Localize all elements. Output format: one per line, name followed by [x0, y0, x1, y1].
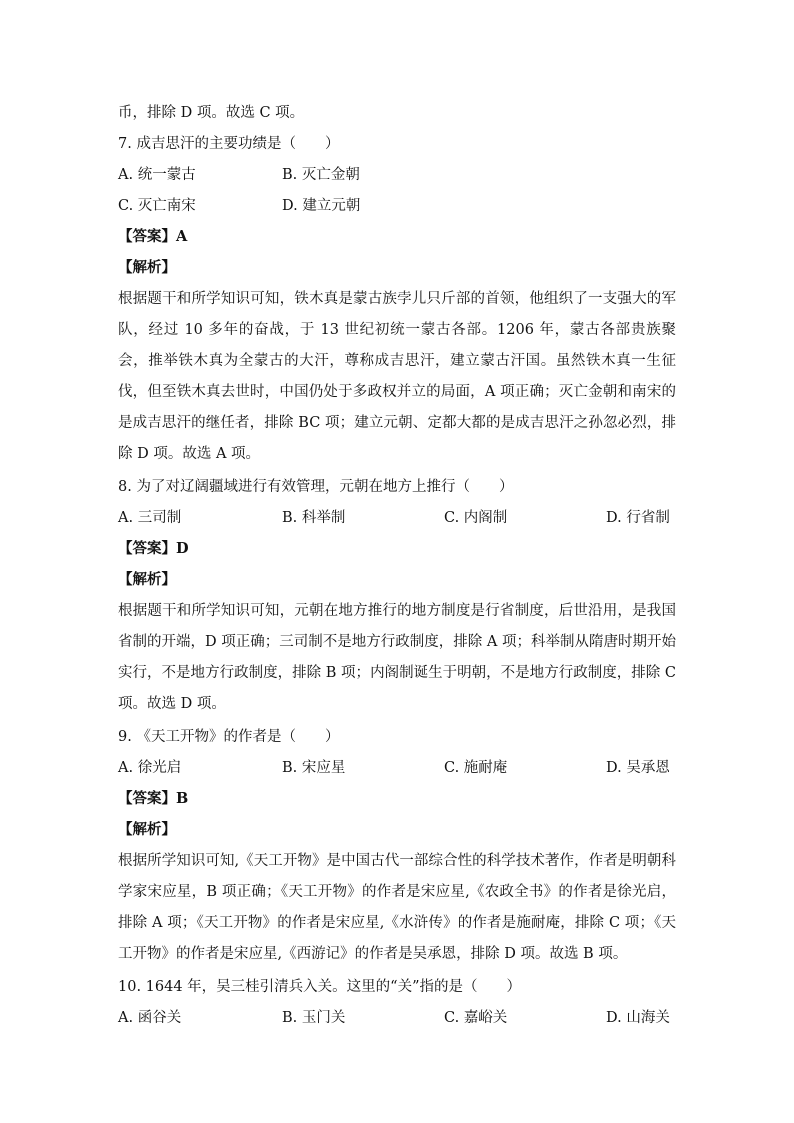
q8-option-d: D. 行省制 [606, 510, 670, 526]
q9-analysis-label: 【解析】 [118, 821, 176, 838]
q8-option-b: B. 科举制 [282, 510, 346, 526]
q10-stem: 10. 1644 年，吴三桂引清兵入关。这里的“关”指的是（ ） [118, 979, 522, 995]
q8-stem: 8. 为了对辽阔疆域进行有效管理，元朝在地方上推行（ ） [118, 479, 514, 495]
q7-stem: 7. 成吉思汗的主要功绩是（ ） [118, 136, 340, 152]
q10-option-b: B. 玉门关 [282, 1010, 346, 1026]
q7-answer: 【答案】A [118, 228, 188, 245]
q9-analysis: 根据所学知识可知,《天工开物》是中国古代一部综合性的科学技术著作，作者是明朝科学家宋应星，B 项正确；《天工开物》的作者是宋应星,《农政全书》的作者是徐光启，排除 A 项；《天工开物》的作者是宋应星,《水浒传》的作者是施耐庵，排除 C 项；《天工开物》的作者是宋应星,《西游记》的作者是吴承恩，排除 D 项。故选 B 项。 [118, 853, 676, 962]
q9-stem: 9. 《天工开物》的作者是（ ） [118, 729, 340, 745]
q9-answer: 【答案】B [118, 790, 189, 807]
q9-option-c: C. 施耐庵 [444, 760, 508, 776]
q7-analysis-label: 【解析】 [118, 259, 176, 276]
q6-analysis-tail: 币，排除 D 项。故选 C 项。 [118, 105, 305, 121]
q7-option-d: D. 建立元朝 [282, 198, 361, 214]
q8-analysis-label: 【解析】 [118, 571, 176, 588]
q10-option-c: C. 嘉峪关 [444, 1010, 508, 1026]
q10-option-a: A. 函谷关 [118, 1010, 182, 1026]
q10-option-d: D. 山海关 [606, 1010, 670, 1026]
q8-answer: 【答案】D [118, 540, 189, 557]
q7-option-c: C. 灭亡南宋 [118, 198, 196, 214]
q9-option-d: D. 吴承恩 [606, 760, 670, 776]
q8-analysis: 根据题干和所学知识可知，元朝在地方推行的地方制度是行省制度，后世沿用，是我国省制的开端，D 项正确；三司制不是地方行政制度，排除 A 项；科举制从隋唐时期开始实行，不是地方行政制度，排除 B 项；内阁制诞生于明朝，不是地方行政制度，排除 C 项。故选 D 项。 [118, 603, 676, 712]
q8-option-a: A. 三司制 [118, 510, 182, 526]
q8-option-c: C. 内阁制 [444, 510, 508, 526]
q9-option-b: B. 宋应星 [282, 760, 346, 776]
q7-option-b: B. 灭亡金朝 [282, 167, 360, 183]
q9-option-a: A. 徐光启 [118, 760, 182, 776]
q7-analysis: 根据题干和所学知识可知，铁木真是蒙古族孛儿只斤部的首领，他组织了一支强大的军队，经过 10 多年的奋战，于 13 世纪初统一蒙古各部。1206 年，蒙古各部贵族聚会，推举铁木真为全蒙古的大汗，尊称成吉思汗，建立蒙古汗国。虽然铁木真一生征伐，但至铁木真去世时，中国仍处于多政权并立的局面，A 项正确；灭亡金朝和南宋的是成吉思汗的继任者，排除 BC 项；建立元朝、定都大都的是成吉思汗之孙忽必烈，排除 D 项。故选 A 项。 [118, 291, 676, 462]
q7-option-a: A. 统一蒙古 [118, 167, 196, 183]
